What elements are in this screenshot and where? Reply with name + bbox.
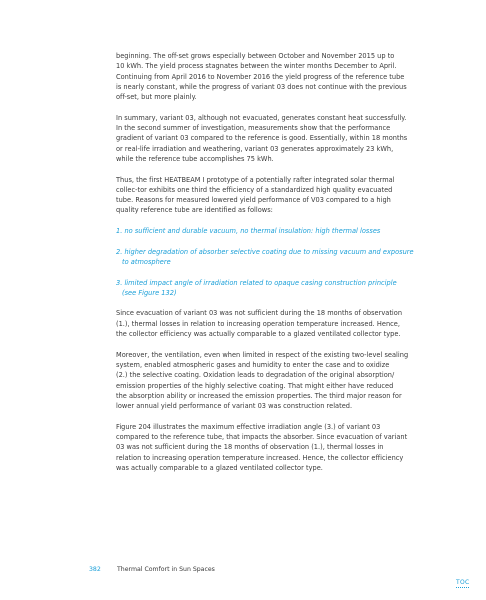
list-item-text: (see Figure 132): [122, 288, 177, 297]
paragraph-3: [116, 175, 446, 216]
list-item-text: to atmosphere: [122, 257, 171, 266]
page-number: 382: [89, 566, 101, 573]
list-item-text: 2. higher degradation of absorber selective coating due to missing vacuum and exposure: [116, 247, 414, 256]
text-line: compared to the reference tube, that impacts the absorber. Since evacuation of variant: [116, 432, 408, 441]
page-footer: [0, 566, 486, 578]
text-line: gradient of variant 03 compared to the reference is good. Essentially, within 18 months: [116, 134, 408, 143]
paragraph-5: [116, 350, 446, 412]
text-line: the absorption ability or increased the emission properties. The third major reason for: [116, 391, 402, 400]
text-line: off-set, but more plainly.: [116, 93, 197, 102]
text-line: Figure 204 illustrates the maximum effective irradiation angle (3.) of variant 03: [116, 422, 381, 431]
paragraph-2: [116, 113, 446, 164]
text-line: collec-tor exhibits one third the efficiency of a standardized high quality evacuated: [116, 185, 393, 194]
list-item-3: [116, 278, 446, 299]
text-line: Since evacuation of variant 03 was not sufficient during the 18 months of observation: [116, 309, 403, 318]
text-line: In summary, variant 03, although not evacuated, generates constant heat successfully.: [116, 113, 407, 122]
text-line: Thus, the first HEATBEAM I prototype of a potentially rafter integrated solar thermal: [116, 175, 395, 184]
paragraph-1: [116, 51, 446, 102]
list-item-1: [116, 226, 446, 236]
text-line: Continuing from April 2016 to November 2016 the yield progress of the reference tube: [116, 72, 405, 81]
text-line: Moreover, the ventilation, even when limited in respect of the existing two-level sealing: [116, 350, 409, 359]
paragraph-4: [116, 308, 446, 339]
list-item-2: [116, 247, 446, 268]
text-line: relation to increasing operation temperature increased. Hence, the collector efficiency: [116, 453, 404, 462]
text-line: the collector efficiency was actually comparable to a glazed ventilated collector type.: [116, 330, 401, 339]
text-line: (1.), thermal losses in relation to increasing operation temperature increased. Hence,: [116, 319, 400, 328]
text-line: emission properties of the highly selective coating. That might either have reduced: [116, 381, 394, 390]
text-line: 03 was not sufficient during the 18 months of observation (1.), thermal losses in: [116, 443, 384, 452]
text-line: In the second summer of investigation, measurements show that the performance: [116, 124, 391, 133]
running-title: Thermal Comfort in Sun Spaces: [117, 566, 215, 573]
text-line: while the reference tube accomplishes 75 kWh.: [116, 154, 274, 163]
list-item-text: 1. no sufficient and durable vacuum, no thermal insulation: high thermal losses: [116, 227, 381, 236]
text-line: 10 kWh. The yield process stagnates between the winter months December to April.: [116, 62, 397, 71]
text-line: (2.) the selective coating. Oxidation leads to degradation of the original absorption/: [116, 371, 395, 380]
body-text: [116, 51, 446, 483]
toc-link[interactable]: TOC: [456, 579, 470, 586]
text-line: system, enabled atmospheric gases and humidity to enter the case and to oxidize: [116, 360, 390, 369]
text-line: tube. Reasons for measured lowered yield performance of V03 compared to a high: [116, 196, 391, 205]
text-line: quality reference tube are identified as follows:: [116, 206, 273, 215]
text-line: beginning. The off-set grows especially between October and November 2015 up to: [116, 52, 395, 60]
list-item-text: 3. limited impact angle of irradiation related to opaque casing construction principle: [116, 278, 397, 287]
text-line: or real-life irradiation and weathering, variant 03 generates approximately 23 kWh,: [116, 144, 394, 153]
text-line: was actually comparable to a glazed ventilated collector type.: [116, 463, 323, 472]
text-line: lower annual yield performance of variant 03 was construction related.: [116, 402, 353, 411]
text-line: is nearly constant, while the progress of variant 03 does not continue with the previous: [116, 82, 407, 91]
paragraph-6: [116, 422, 446, 473]
